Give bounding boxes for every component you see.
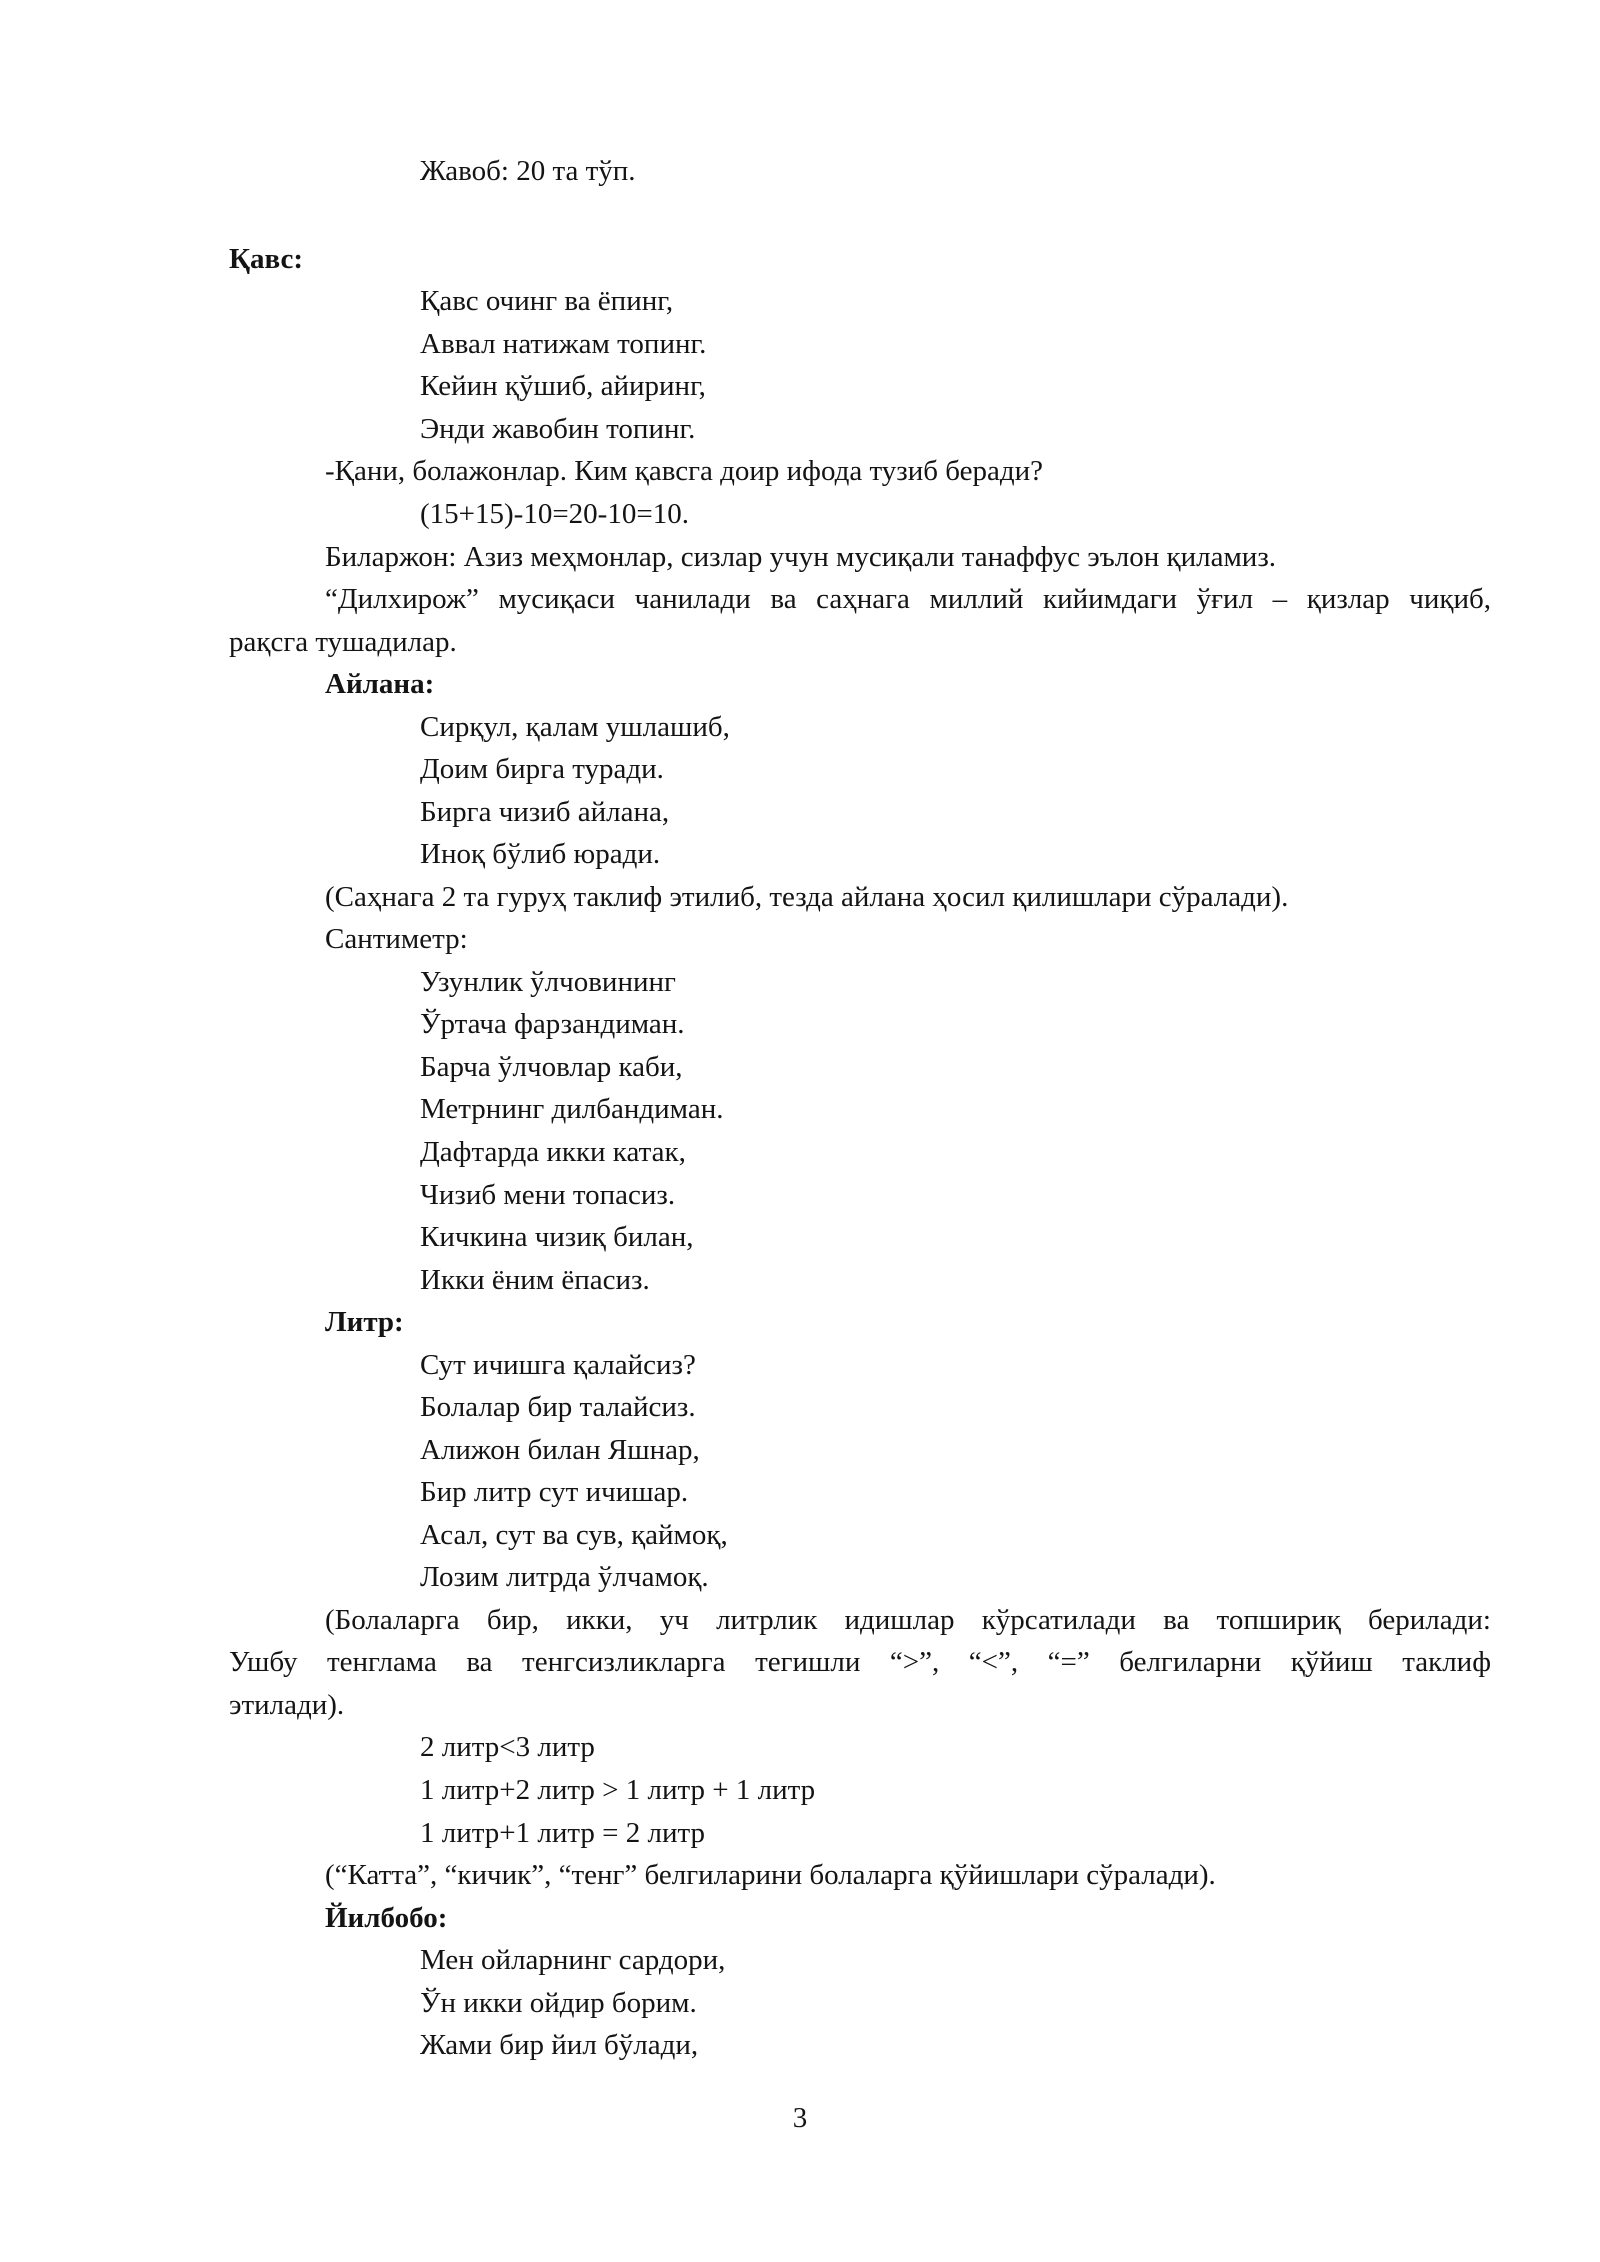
poem-line: Лозим литрда ўлчамоқ.	[420, 1561, 709, 1593]
poem-line: Кейин қўшиб, айиринг,	[420, 370, 706, 402]
paragraph-line: (Болаларга бир, икки, уч литрлик идишлар кўрсатилади ва топшириқ берилади:	[325, 1604, 1491, 1636]
section-heading-yilbobo: Йилбобо:	[325, 1902, 448, 1934]
answer-line: Жавоб: 20 та тўп.	[420, 155, 636, 187]
poem-line: Чизиб мени топасиз.	[420, 1179, 676, 1211]
poem-line: Доим бирга туради.	[420, 753, 664, 785]
poem-line: Аввал натижам топинг.	[420, 328, 707, 360]
poem-line: Бирга чизиб айлана,	[420, 796, 670, 828]
section-heading-litr: Литр:	[325, 1306, 404, 1338]
poem-line: Ўн икки ойдир борим.	[420, 1987, 697, 2019]
poem-line: Сирқул, қалам ушлашиб,	[420, 711, 730, 743]
paragraph-line: этилади).	[229, 1689, 345, 1721]
poem-line: Дафтарда икки катак,	[420, 1136, 686, 1168]
announcement-line: Биларжон: Азиз меҳмонлар, сизлар учун мусиқали танаффус эълон қиламиз.	[325, 541, 1277, 573]
poem-line: Болалар бир талайсиз.	[420, 1391, 696, 1423]
poem-line: Қавс очинг ва ёпинг,	[420, 285, 674, 317]
example-line: 1 литр+1 литр = 2 литр	[420, 1817, 706, 1849]
poem-line: Асал, сут ва сув, қаймоқ,	[420, 1519, 728, 1551]
section-heading-aylana: Айлана:	[325, 668, 435, 700]
poem-line: Метрнинг дилбандиман.	[420, 1093, 724, 1125]
poem-line: Икки ёним ёпасиз.	[420, 1264, 650, 1296]
poem-line: Мен ойларнинг сардори,	[420, 1944, 726, 1976]
page-number: 3	[792, 2102, 808, 2134]
poem-line: Иноқ бўлиб юради.	[420, 838, 661, 870]
note-line: (“Катта”, “кичик”, “тенг” белгиларини болаларга қўйишлари сўралади).	[325, 1859, 1216, 1891]
question-line: -Қани, болажонлар. Ким қавсга доир ифода тузиб беради?	[325, 455, 1044, 487]
note-line: (Саҳнага 2 та гуруҳ таклиф этилиб, тезда айлана ҳосил қилишлари сўралади).	[325, 881, 1289, 913]
paragraph-line: Ушбу тенглама ва тенгсизликларга тегишли “>”, “<”, “=” белгиларни қўйиш таклиф	[229, 1646, 1491, 1678]
poem-line: Барча ўлчовлар каби,	[420, 1051, 683, 1083]
paragraph-line: рақсга тушадилар.	[229, 626, 457, 658]
poem-line: Энди жавобин топинг.	[420, 413, 696, 445]
poem-line: Кичкина чизиқ билан,	[420, 1221, 694, 1253]
section-heading-qavs: Қавс:	[229, 243, 304, 275]
poem-line: Жами бир йил бўлади,	[420, 2029, 699, 2061]
example-line: (15+15)-10=20-10=10.	[420, 498, 689, 530]
poem-line: Сут ичишга қалайсиз?	[420, 1349, 696, 1381]
section-heading-santimetr: Сантиметр:	[325, 923, 468, 955]
example-line: 1 литр+2 литр > 1 литр + 1 литр	[420, 1774, 816, 1806]
poem-line: Узунлик ўлчовининг	[420, 966, 676, 998]
poem-line: Алижон билан Яшнар,	[420, 1434, 700, 1466]
paragraph-line: “Дилхирож” мусиқаси чанилади ва саҳнага миллий кийимдаги ўғил – қизлар чиқиб,	[325, 583, 1491, 615]
example-line: 2 литр<3 литр	[420, 1731, 595, 1763]
poem-line: Бир литр сут ичишар.	[420, 1476, 689, 1508]
poem-line: Ўртача фарзандиман.	[420, 1008, 685, 1040]
